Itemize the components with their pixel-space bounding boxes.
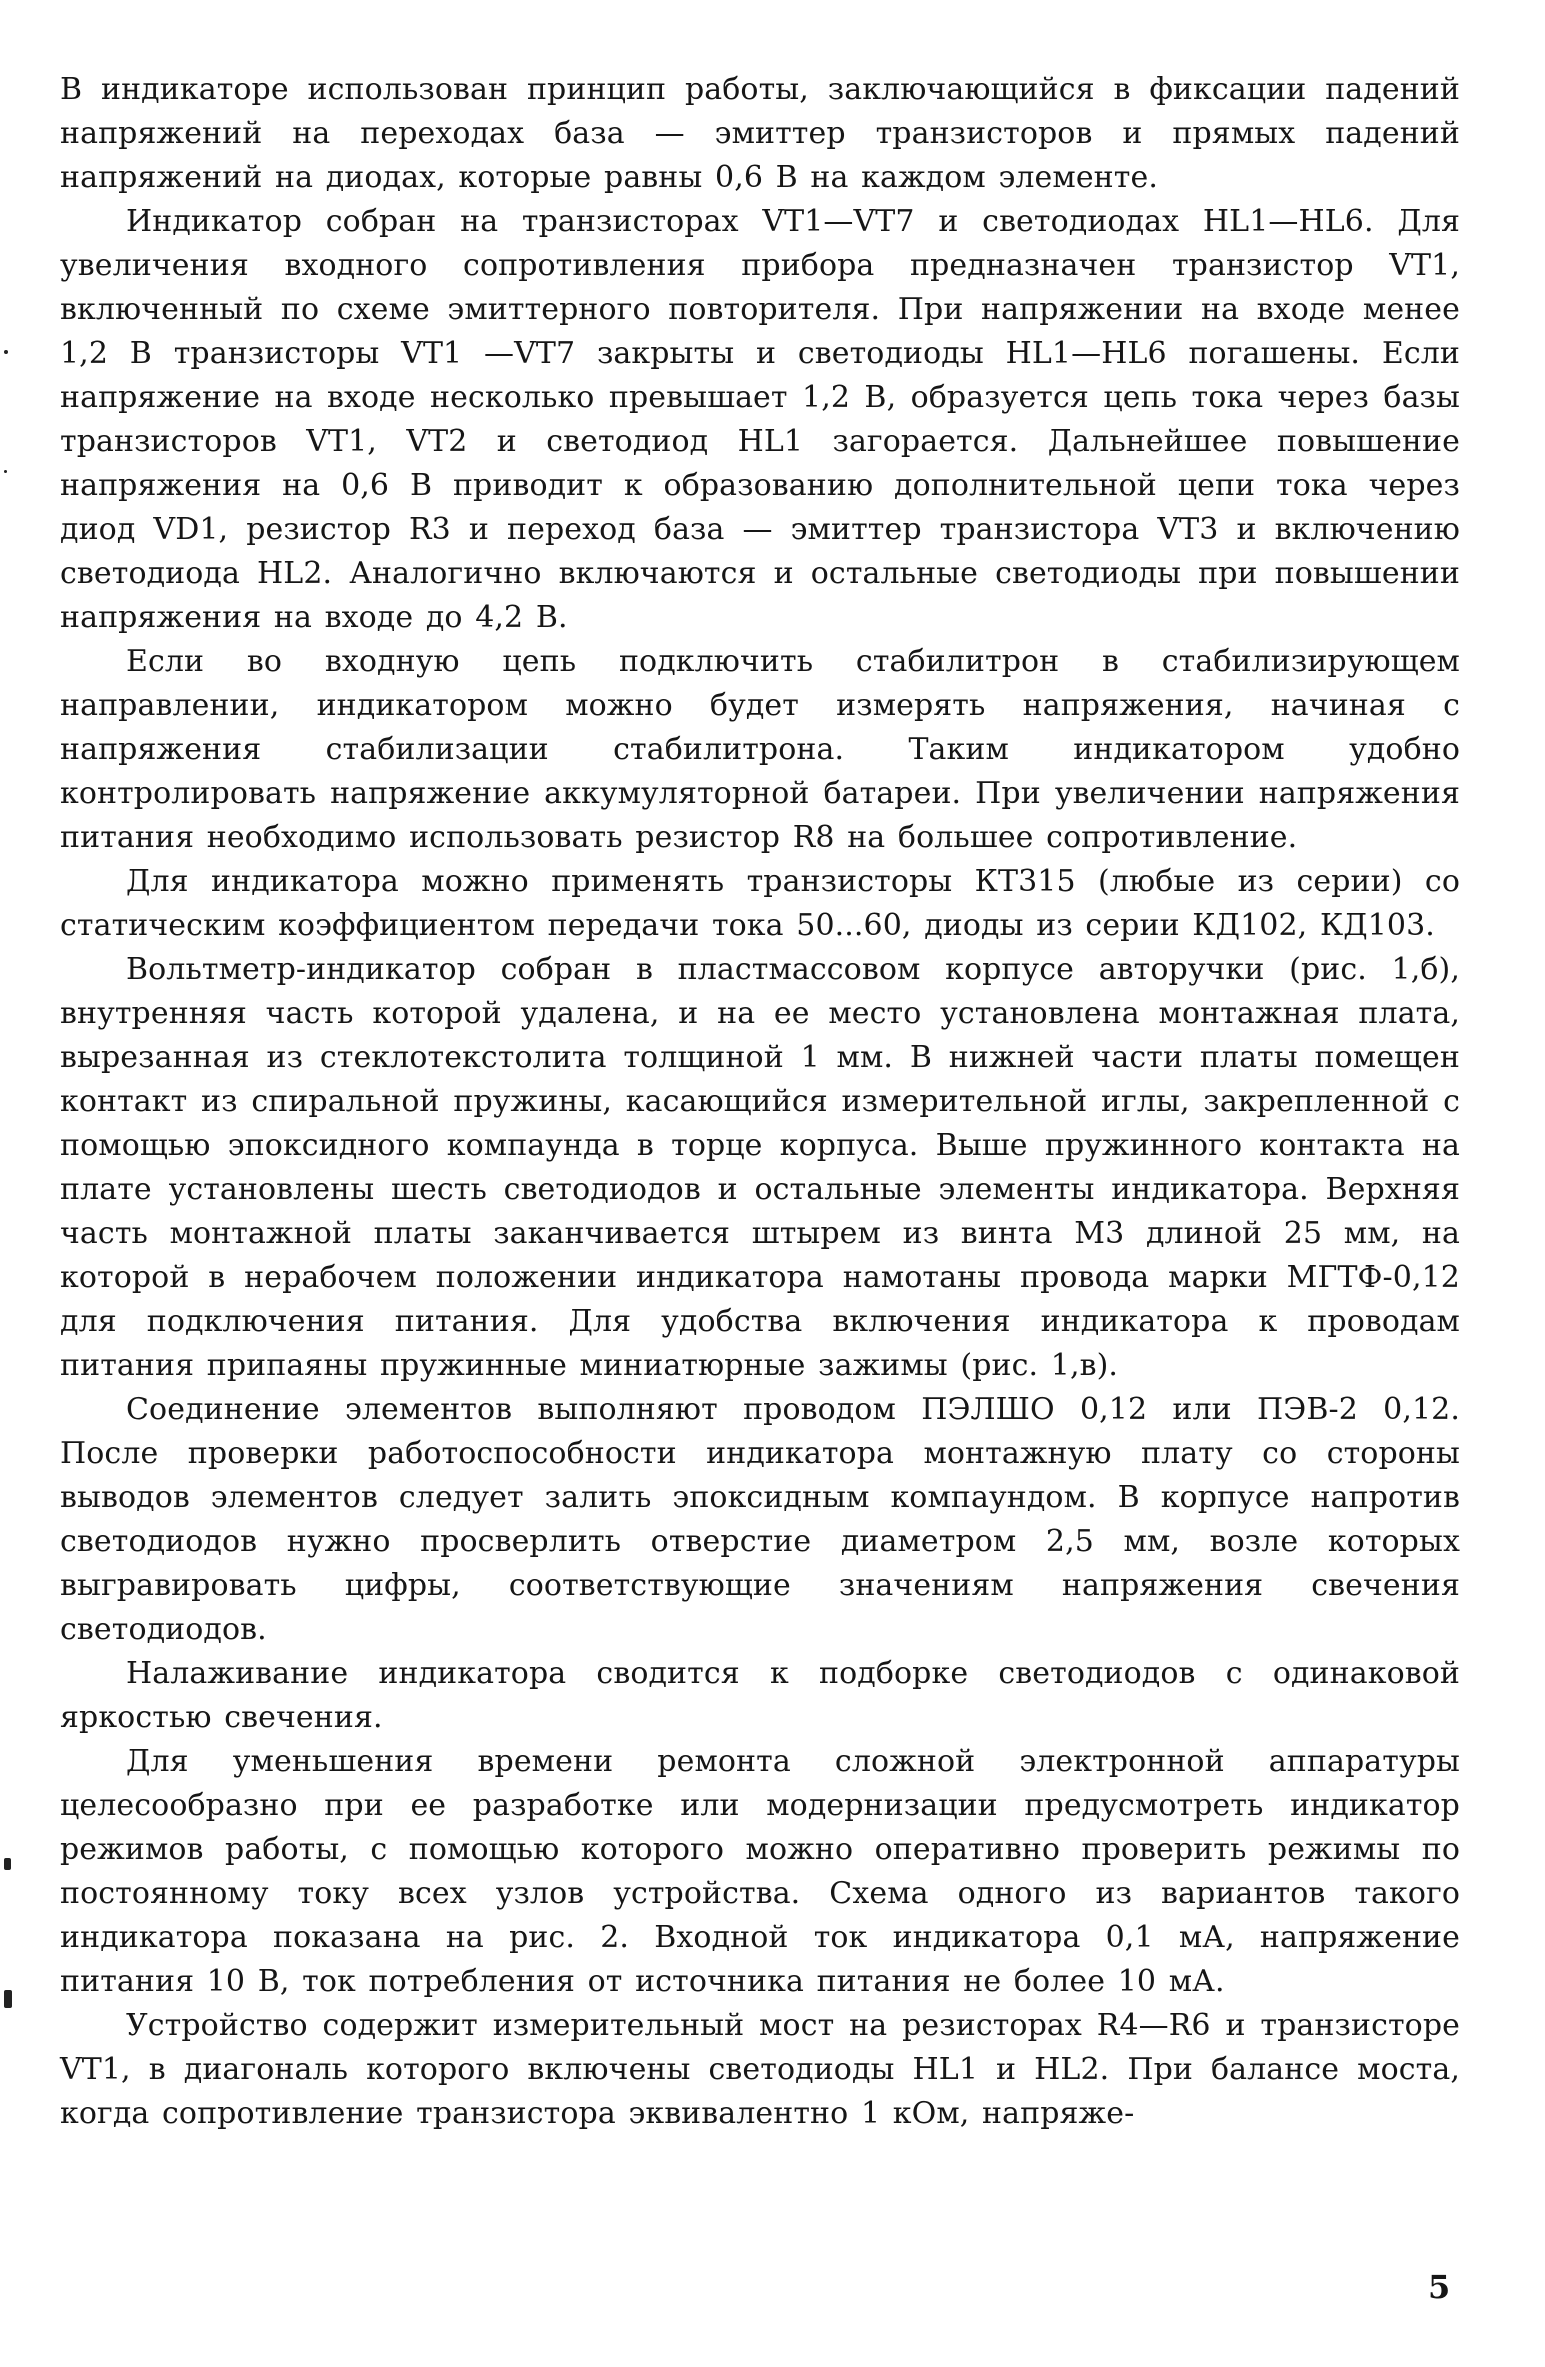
paragraph-7: Налаживание индикатора сводится к подборке светодиодов с одинаковой яркостью свечения. <box>60 1656 1460 1735</box>
body-text <box>60 68 1460 2136</box>
scan-margin-mark <box>4 470 7 473</box>
scan-margin-mark <box>4 350 8 354</box>
paragraph-6: Соединение элементов выполняют проводом ПЭЛШО 0,12 или ПЭВ-2 0,12. После проверки работоспособности индикатора монтажную плату со стороны выводов элементов следует залить эпоксидным компаундом. В корпусе напротив светодиодов нужно просверлить отверстие диаметром 2,5 мм, возле которых выгравировать цифры, соответствующие значениям напряжения свечения светодиодов. <box>60 1392 1460 1647</box>
paragraph-3: Если во входную цепь подключить стабилитрон в стабилизирующем направлении, индикатором можно будет измерять напряжения, начиная с напряжения стабилизации стабилитрона. Таким индикатором удобно контролировать напряжение аккумуляторной батареи. При увеличении напряжения питания необходимо использовать резистор R8 на большее сопротивление. <box>60 644 1460 855</box>
paragraph-5: Вольтметр-индикатор собран в пластмассовом корпусе авторучки (рис. 1,б), внутренняя часть которой удалена, и на ее место установлена монтажная плата, вырезанная из стеклотекстолита толщиной 1 мм. В нижней части платы помещен контакт из спиральной пружины, касающийся измерительной иглы, закрепленной с помощью эпоксидного компаунда в торце корпуса. Выше пружинного контакта на плате установлены шесть светодиодов и остальные элементы индикатора. Верхняя часть монтажной платы заканчивается штырем из винта М3 длиной 25 мм, на которой в нерабочем положении индикатора намотаны провода марки МГТФ-0,12 для подключения питания. Для удобства включения индикатора к проводам питания припаяны пружинные миниатюрные зажимы (рис. 1,в). <box>60 952 1460 1383</box>
paragraph-4: Для индикатора можно применять транзисторы КТ315 (любые из серии) со статическим коэффициентом передачи тока 50...60, диоды из серии КД102, КД103. <box>60 864 1460 943</box>
page-number: 5 <box>1428 2268 1451 2306</box>
scan-margin-mark <box>4 1858 11 1870</box>
paragraph-1: В индикаторе использован принцип работы, заключающийся в фиксации падений напряжений на переходах база — эмиттер транзисторов и прямых падений напряжений на диодах, которые равны 0,6 В на каждом элементе. <box>60 72 1460 195</box>
scan-margin-mark <box>4 1990 12 2008</box>
paragraph-2: Индикатор собран на транзисторах VT1—VT7 и светодиодах HL1—HL6. Для увеличения входного сопротивления прибора предназначен транзистор VT1, включенный по схеме эмиттерного повторителя. При напряжении на входе менее 1,2 В транзисторы VT1 —VT7 закрыты и светодиоды HL1—HL6 погашены. Если напряжение на входе несколько превышает 1,2 В, образуется цепь тока через базы транзисторов VT1, VT2 и светодиод HL1 загорается. Дальнейшее повышение напряжения на 0,6 В приводит к образованию дополнительной цепи тока через диод VD1, резистор R3 и переход база — эмиттер транзистора VT3 и включению светодиода HL2. Аналогично включаются и остальные светодиоды при повышении напряжения на входе до 4,2 В. <box>60 204 1460 635</box>
paragraph-9: Устройство содержит измерительный мост на резисторах R4—R6 и транзисторе VT1, в диагональ которого включены светодиоды HL1 и HL2. При балансе моста, когда сопротивление транзистора эквивалентно 1 кОм, напряже- <box>60 2008 1460 2131</box>
paragraph-8: Для уменьшения времени ремонта сложной электронной аппаратуры целесообразно при ее разработке или модернизации предусмотреть индикатор режимов работы, с помощью которого можно оперативно проверить режимы по постоянному току всех узлов устройства. Схема одного из вариантов такого индикатора показана на рис. 2. Входной ток индикатора 0,1 мА, напряжение питания 10 В, ток потребления от источника питания не более 10 мА. <box>60 1744 1460 1999</box>
